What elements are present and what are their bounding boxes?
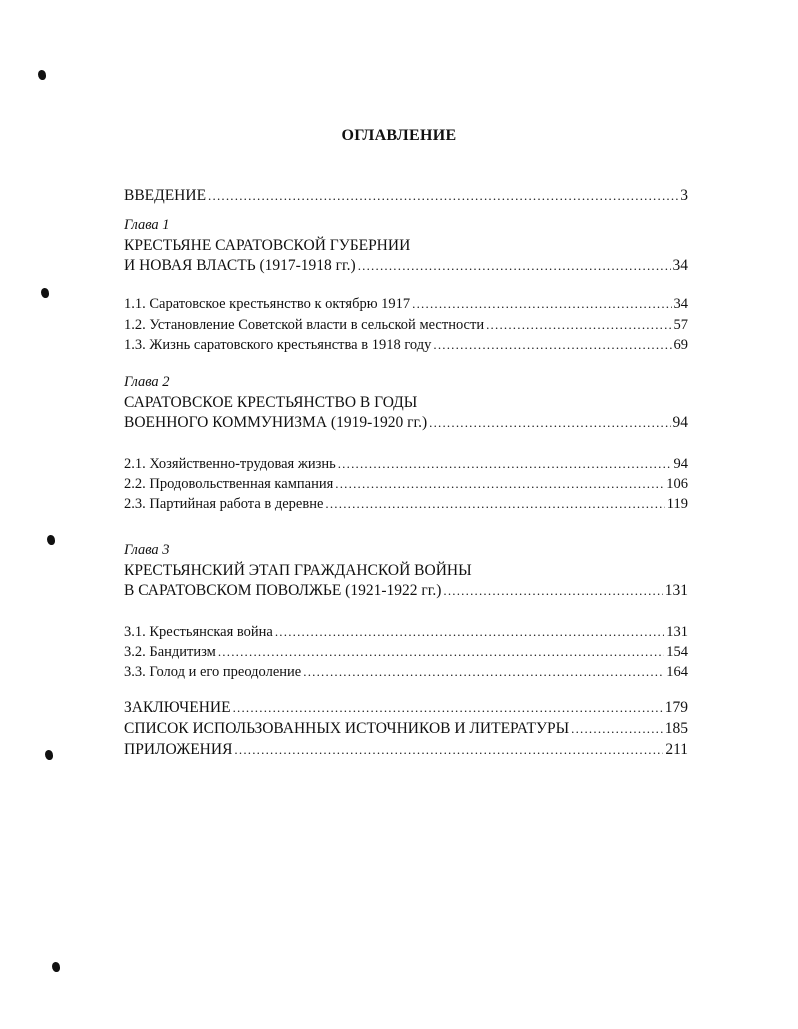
toc-entry-page: 3 — [680, 187, 688, 204]
leader-dots — [218, 642, 664, 661]
binding-mark — [45, 750, 53, 760]
leader-dots — [325, 494, 664, 513]
chapter-label: Глава 3 — [124, 542, 170, 558]
toc-entry-section — [124, 662, 688, 682]
toc-entry-text: В САРАТОВСКОМ ПОВОЛЖЬЕ (1921-1922 гг.) — [124, 582, 442, 599]
leader-dots — [233, 698, 663, 717]
leader-dots — [338, 454, 672, 473]
toc-entry-text: 3.3. Голод и его преодоление — [124, 664, 302, 680]
toc-entry-conclusion — [124, 698, 688, 717]
toc-entry-section — [124, 454, 688, 474]
toc-entry-chapter — [124, 256, 688, 275]
toc-entry-page: 94 — [673, 456, 688, 472]
chapter-label: Глава 2 — [124, 374, 170, 390]
toc-entry-text: 2.2. Продовольственная кампания — [124, 476, 334, 492]
toc-entry-page: 154 — [666, 644, 688, 660]
toc-entry-section — [124, 494, 688, 514]
toc-entry-page: 119 — [666, 496, 688, 512]
leader-dots — [234, 740, 663, 759]
leader-dots — [433, 335, 671, 354]
toc-entry-section — [124, 294, 688, 314]
toc-entry-section — [124, 335, 688, 355]
toc-entry-page: 57 — [673, 317, 688, 333]
leader-dots — [486, 315, 671, 334]
leader-dots — [358, 256, 671, 275]
toc-entry-chapter — [124, 413, 688, 432]
binding-mark — [47, 535, 55, 545]
toc-entry-page: 185 — [664, 720, 688, 737]
page-title: ОГЛАВЛЕНИЕ — [341, 127, 457, 144]
toc-entry-chapter — [124, 581, 688, 600]
binding-mark — [38, 70, 46, 80]
leader-dots — [412, 294, 671, 313]
toc-entry-text: 3.2. Бандитизм — [124, 644, 216, 660]
toc-entry-page: 34 — [672, 257, 688, 274]
toc-entry-page: 131 — [666, 624, 688, 640]
toc-entry-section — [124, 315, 688, 335]
chapter-label: Глава 1 — [124, 217, 170, 233]
toc-entry-text: 3.1. Крестьянская война — [124, 624, 273, 640]
leader-dots — [303, 662, 664, 681]
toc-entry-sources — [124, 719, 688, 738]
toc-entry-page: 211 — [665, 741, 688, 758]
toc-entry-page: 106 — [666, 476, 688, 492]
toc-entry-intro — [124, 186, 688, 205]
toc-entry-text: ВВЕДЕНИЕ — [124, 187, 207, 204]
toc-entry-page: 131 — [664, 582, 688, 599]
toc-entry-page: 69 — [673, 337, 688, 353]
leader-dots — [429, 413, 670, 432]
binding-mark — [41, 288, 49, 298]
toc-entry-text: И НОВАЯ ВЛАСТЬ (1917-1918 гг.) — [124, 257, 356, 274]
chapter-title-line: САРАТОВСКОЕ КРЕСТЬЯНСТВО В ГОДЫ — [124, 394, 418, 411]
binding-mark — [52, 962, 60, 972]
leader-dots — [208, 186, 678, 205]
toc-entry-section — [124, 642, 688, 662]
toc-entry-section — [124, 622, 688, 642]
chapter-title-line: КРЕСТЬЯНЕ САРАТОВСКОЙ ГУБЕРНИИ — [124, 237, 411, 254]
toc-entry-text: ПРИЛОЖЕНИЯ — [124, 741, 233, 758]
leader-dots — [275, 622, 664, 641]
leader-dots — [443, 581, 662, 600]
toc-entry-page: 164 — [666, 664, 688, 680]
toc-entry-text: 2.3. Партийная работа в деревне — [124, 496, 324, 512]
toc-entry-text: 1.1. Саратовское крестьянство к октябрю 1917 — [124, 296, 411, 312]
toc-entry-text: ВОЕННОГО КОММУНИЗМА (1919-1920 гг.) — [124, 414, 428, 431]
toc-entry-text: 1.2. Установление Советской власти в сельской местности — [124, 317, 485, 333]
toc-entry-text: 2.1. Хозяйственно-трудовая жизнь — [124, 456, 336, 472]
toc-entry-appendices — [124, 740, 688, 759]
toc-entry-page: 34 — [673, 296, 688, 312]
leader-dots — [571, 719, 663, 738]
toc-entry-page: 179 — [664, 699, 688, 716]
chapter-title-line: КРЕСТЬЯНСКИЙ ЭТАП ГРАЖДАНСКОЙ ВОЙНЫ — [124, 562, 472, 579]
toc-entry-section — [124, 474, 688, 494]
leader-dots — [335, 474, 664, 493]
toc-entry-text: СПИСОК ИСПОЛЬЗОВАННЫХ ИСТОЧНИКОВ И ЛИТЕРАТУРЫ — [124, 720, 570, 737]
toc-entry-text: ЗАКЛЮЧЕНИЕ — [124, 699, 231, 716]
toc-entry-text: 1.3. Жизнь саратовского крестьянства в 1918 году — [124, 337, 432, 353]
toc-entry-page: 94 — [672, 414, 688, 431]
